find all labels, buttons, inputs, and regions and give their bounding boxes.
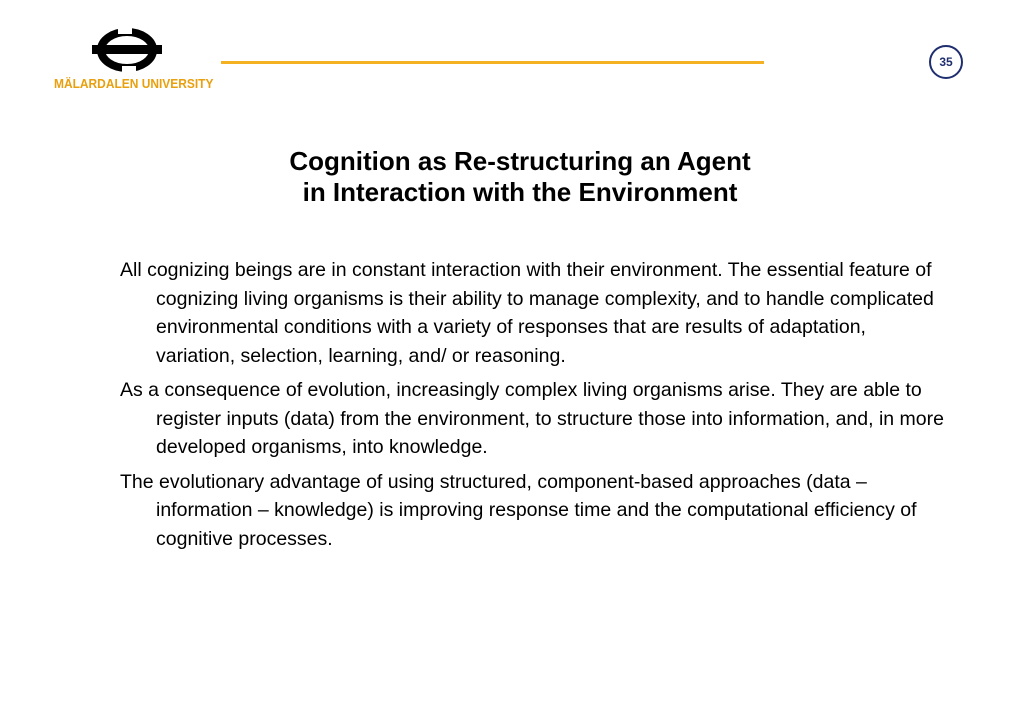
slide-title-line-2: in Interaction with the Environment <box>302 177 738 207</box>
slide-title <box>120 146 920 208</box>
slide-body <box>120 256 950 559</box>
body-paragraph-2: As a consequence of evolution, increasingly complex living organisms arise. They are able to register inputs (data) from the environment, to structure those into information, and, in more developed organisms, into knowledge. <box>120 379 944 458</box>
university-logo <box>52 28 214 94</box>
slide-title-line-1: Cognition as Re-structuring an Agent <box>289 146 751 176</box>
mdh-logo-mark-icon <box>92 28 162 72</box>
header-rule <box>221 61 764 64</box>
page-number-badge: 35 <box>929 45 963 79</box>
university-name: MÄLARDALEN UNIVERSITY <box>54 76 214 91</box>
body-paragraph-3: The evolutionary advantage of using structured, component-based approaches (data – information – knowledge) is improving response time and the computational efficiency of cognitive processes. <box>120 470 917 550</box>
body-paragraph-1: All cognizing beings are in constant interaction with their environment. The essential feature of cognizing living organisms is their ability to manage complexity, and to handle complicated environmental conditions with a variety of responses that are results of adaptation, variation, selection, learning, and/ or reasoning. <box>120 259 934 367</box>
